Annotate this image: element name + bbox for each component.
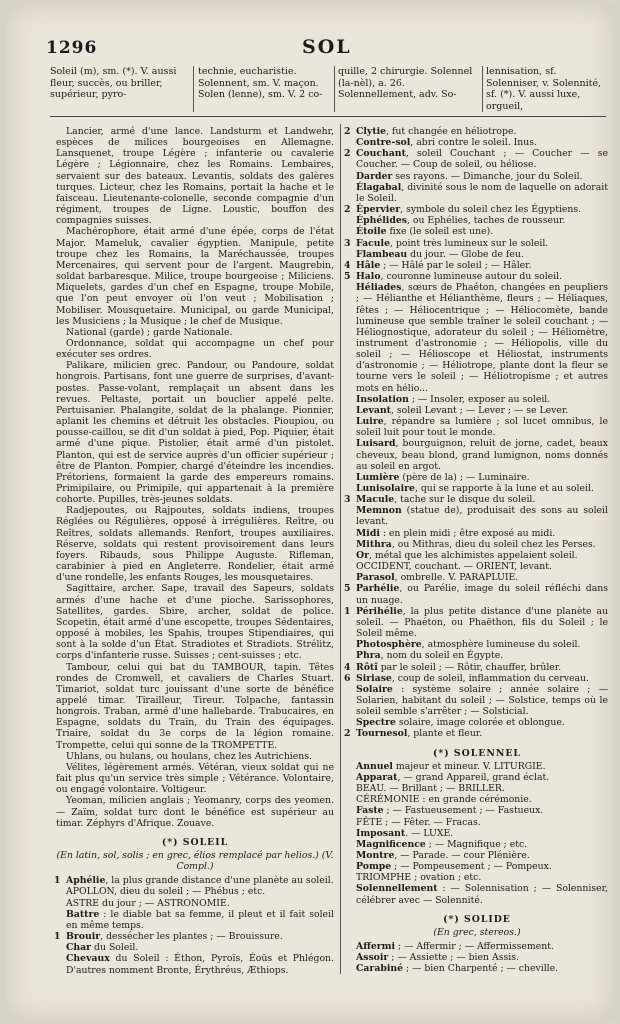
entry-keyword: Halo xyxy=(356,271,381,283)
entry-text: , ombrelle. V. PARAPLUIE. xyxy=(394,572,519,584)
dictionary-entry xyxy=(346,528,608,539)
entry-text: , dessécher les plantes ; — Brouissure. xyxy=(100,931,283,943)
entry-text: , ou Mithras, dieu du soleil chez les Perses. xyxy=(391,538,596,550)
entry-text: Ordonnance, soldat qui accompagne un chef pour exécuter ses ordres. xyxy=(56,337,334,361)
dictionary-entry xyxy=(346,215,608,226)
header-divider xyxy=(482,66,483,112)
dictionary-page xyxy=(6,4,614,1020)
dictionary-entry xyxy=(346,137,608,148)
entry-keyword: Solennellement xyxy=(356,883,438,895)
entry-keyword: Insolation xyxy=(356,393,409,405)
entry-text: , qui se rapporte à la lune et au soleil. xyxy=(414,483,594,494)
dictionary-entry xyxy=(56,327,334,338)
soleil-continued-entries xyxy=(346,126,608,740)
entry-text: majeur et mineur. V. LITURGIE. xyxy=(392,760,546,772)
entry-keyword: Memnon xyxy=(356,505,402,517)
entry-marker: 3 xyxy=(344,494,351,506)
entry-keyword: Mithra xyxy=(356,538,392,550)
entry-keyword: Magnificence xyxy=(356,838,426,850)
entry-text: ses rayons. — Dimanche, jour du Soleil. xyxy=(392,170,583,182)
dictionary-entry xyxy=(346,171,608,182)
entry-text: ; — Hâlé par le soleil ; — Hâler. xyxy=(380,259,532,271)
entry-keyword: Imposant xyxy=(356,827,406,839)
solide-title: (*) SOLIDE xyxy=(443,913,511,925)
entry-text: , fut changée en héliotrope. xyxy=(386,126,517,137)
entry-text: CÉRÉMONIE : en grande cérémonie. xyxy=(356,794,532,806)
entry-text: du Soleil. xyxy=(91,942,139,954)
header-col-1: Soleil (m), sm. (*). V. aussi fleur, succès, ou briller, supérieur, pyro- xyxy=(50,66,177,100)
solennel-title: (*) SOLENNEL xyxy=(433,747,521,759)
dictionary-entry xyxy=(346,472,608,483)
dictionary-entry xyxy=(346,416,608,438)
entry-marker: 2 xyxy=(344,204,351,216)
entry-keyword: Brouir xyxy=(66,931,101,943)
entry-marker: 5 xyxy=(344,271,351,283)
dictionary-entry xyxy=(346,817,608,828)
dictionary-entry xyxy=(346,839,608,850)
entry-keyword: Aphélie xyxy=(66,875,106,887)
right-column xyxy=(346,126,608,976)
entry-text: ; — Affermir ; — Affermissement. xyxy=(395,941,554,953)
header-col-2: technie, eucharistie. Solennent, sm. V. maçon. Solen (lenne), sm. V. 2 co- xyxy=(198,66,323,100)
dictionary-entry xyxy=(346,572,608,583)
dictionary-entry xyxy=(346,226,608,237)
entry-keyword: Carabiné xyxy=(356,963,404,975)
dictionary-entry xyxy=(56,126,334,226)
header-col-4: lennisation, sf. Solenniser, v. Solennité, sf. (*). V. aussi luxe, orgueil, xyxy=(486,66,602,112)
entry-text: Sagittaire, archer. Sape, travail des Sapeurs, soldats armés d'une hache et d'une pioche. Sarissophores, Satellites, gardes. Sbire, archer, soldat de police. Scopetin, était armé d'une escopette, troupes Sédentaires, opposé à mobiles, les Spahis, troupes Stipendiaires, qui sont à la solde d'un État. Stradiotes et Stradiots. Strélitz, corps d'infanterie russe. Suisses ; cent-suisses ; etc. xyxy=(56,583,334,662)
dictionary-entry xyxy=(56,583,334,661)
header-rule xyxy=(50,116,606,117)
entry-marker: 3 xyxy=(344,237,351,249)
entry-text: par le soleil ; — Rôtir, chauffer, brûler. xyxy=(377,661,562,673)
dictionary-entry xyxy=(56,875,334,886)
header-col-3: quille, 2 chirurgie. Solennel (la-nèl), a. 26. Solennellement, adv. So- xyxy=(338,66,473,100)
dictionary-entry xyxy=(346,952,608,963)
entry-keyword: Apparat xyxy=(356,771,398,783)
dictionary-entry xyxy=(346,963,608,974)
entry-text: , soleil Levant ; — Lever ; — se Lever. xyxy=(390,404,569,416)
entry-text: , nom du soleil en Égypte. xyxy=(380,650,504,662)
entry-keyword: Affermi xyxy=(356,941,396,953)
entry-text: TRIOMPHE ; ovation ; etc. xyxy=(356,872,482,884)
entry-text: , métal que les alchimistes appelaient soleil. xyxy=(369,549,578,561)
entry-keyword: Battre xyxy=(66,908,100,920)
dictionary-entry xyxy=(346,861,608,872)
entry-text: , tache sur le disque du soleil. xyxy=(394,494,536,506)
entry-keyword: Hâle xyxy=(356,259,381,271)
entry-keyword: Char xyxy=(66,942,92,954)
entry-text: , soleil Couchant ; — Coucher — se Coucher. — Coup de soleil, ou héliose. xyxy=(356,148,608,171)
entry-text: ASTRE du jour ; — ASTRONOMIE. xyxy=(66,897,230,909)
entry-text: , atmosphère lumineuse du soleil. xyxy=(421,639,581,651)
entry-text: National (garde) ; garde Nationale. xyxy=(66,326,233,338)
header-divider xyxy=(193,66,194,112)
entry-text: ; — Magnifique ; etc. xyxy=(425,838,528,850)
entry-text: Machérophore, était armé d'une épée, corps de l'état Major. Mameluk, cavalier égyptien. Manipule, petite troupe chez les Romains, la Maréchaussée, troupes Mercenaires, qui servent pour de l'argent. Maugrebin, soldat barbaresque. Milice, troupe bourgeoise ; Miliciens. Miquelets, gardes d'un chef en Espagne, troupe Mobile, que l'on peut envoyer où l'on veut ; Mobilisation ; Mobiliser. Mousquetaire. Municipal, ou garde Municipal, les Musiciens ; la Musique ; le chef de Musique. xyxy=(56,226,334,327)
dictionary-entry xyxy=(56,762,334,795)
dictionary-entry xyxy=(56,953,334,975)
entry-keyword: Épervier xyxy=(356,204,401,216)
entry-marker: 1 xyxy=(54,875,61,887)
dictionary-entry xyxy=(346,728,608,739)
entry-keyword: Siriase xyxy=(356,672,392,684)
running-head: SOL xyxy=(302,36,352,58)
dictionary-entry xyxy=(56,751,334,762)
dictionary-entry xyxy=(346,583,608,605)
entry-text: , coup de soleil, inflammation du cerveau. xyxy=(391,672,589,684)
dictionary-entry xyxy=(346,761,608,772)
solide-subtitle: (En grec, stereos.) xyxy=(433,926,521,938)
entry-text: Palikare, milicien grec. Pandour, ou Pandoure, soldat hongrois. Partisans, font une guerre de surprises, d'avant-postes. Passe-volant, remplaçait un absent dans les revues. Peltaste, portait un bouclier appelé pelte. Pertuisanier. Phalangite, soldat de la phalange. Pionnier, aplanit les chemins et détruit les obstacles. Pioupiou, ou pousse-caillou, se dit d'un soldat à pied, Pop. Piquier, était armé d'une pique. Pistolier, était armé d'un pistolet. Planton, qui est de service auprès d'un officier supérieur ; être de Planton. Pompier, chargé d'éteindre les incendies. Prétoriens, formaient la garde des empereurs romains. Primipilaire, ou Primipile, qui appartenait à la première cohorte. Pupilles, très-jeunes soldats. xyxy=(56,360,334,506)
dictionary-entry xyxy=(346,941,608,952)
entry-keyword: Lunisolaire xyxy=(356,483,415,494)
dictionary-entry xyxy=(346,783,608,794)
entry-text: , répandre sa lumière ; sol lucet omnibus, le soleil luit pour tout le monde. xyxy=(356,416,608,439)
entry-text: , la plus petite distance d'une planète au soleil. — Phaéton, ou Phaëthon, fils du Soleil ; le Soleil même. xyxy=(356,605,608,640)
entry-text: , point très lumineux sur le soleil. xyxy=(389,237,549,249)
dictionary-entry xyxy=(346,505,608,527)
military-paragraphs xyxy=(56,126,334,829)
entry-keyword: Rôtî xyxy=(356,661,378,673)
entry-keyword: Solaire xyxy=(356,683,393,695)
entry-text: , la plus grande distance d'une planète au soleil. xyxy=(105,875,334,887)
entry-marker: 6 xyxy=(344,672,351,684)
entry-keyword: Flambeau xyxy=(356,248,408,260)
dictionary-entry xyxy=(346,483,608,494)
entry-keyword: Annuel xyxy=(356,760,393,772)
entry-text: , — grand Appareil, grand éclat. xyxy=(397,771,550,783)
entry-text: (statue de), produisait des sons au soleil levant. xyxy=(356,505,608,528)
entry-keyword: Parhélie xyxy=(356,583,400,595)
dictionary-entry xyxy=(56,942,334,953)
entry-text: , ou Parélie, image du soleil réfléchi dans un nuage. xyxy=(356,583,608,606)
entry-text: Tambour, celui qui bat du TAMBOUR, tapin. Têtes rondes de Cromwell, et cavaliers de Charles Stuart. Timariot, soldat turc jouissant d'une sorte de bénéfice appelé timar. Tirailleur, Tireur. Tolpache, fantassin hongrois. Traban, armé d'une hallebarde. Trabucaires, en Espagne, soldats du Train, du Train des équipages. Triaire, soldat du 3e corps de la légion romaine. Trompette, celui qui sonne de la TROMPETTE. xyxy=(56,661,334,751)
soleil-title: (*) SOLEIL xyxy=(161,836,229,848)
entry-keyword: Photosphère xyxy=(356,639,422,651)
entry-text: Uhlans, ou hulans, ou houlans, chez les Autrichiens. xyxy=(66,750,312,762)
entry-text: solaire, image colorée et oblongue. xyxy=(395,717,565,729)
entry-text: APOLLON, dieu du soleil ; — Phébus ; etc. xyxy=(66,886,266,898)
entry-text: : le diable bat sa femme, il pleut et il fait soleil en même temps. xyxy=(66,908,334,931)
entry-keyword: Éphélides xyxy=(356,215,407,227)
entry-text: BEAU. — Brillant ; — BRILLER. xyxy=(356,783,505,795)
dictionary-entry xyxy=(346,772,608,783)
entry-text: fixe (le soleil est une). xyxy=(386,226,494,238)
dictionary-entry xyxy=(346,606,608,639)
dictionary-entry xyxy=(346,883,608,905)
entry-text: , abri contre le soleil. Inus. xyxy=(410,137,538,149)
entry-text: . — LUXE. xyxy=(405,827,454,839)
dictionary-entry xyxy=(346,805,608,816)
solide-entries xyxy=(346,941,608,974)
entry-keyword: Couchant xyxy=(356,148,406,160)
dictionary-entry xyxy=(346,717,608,728)
entry-text: , bourguignon, reluit de jorne, cadet, beaux cheveux, beau blond, grand lumignon, noms donnés au soleil en argot. xyxy=(356,438,608,472)
dictionary-entry xyxy=(56,505,334,583)
page-number: 1296 xyxy=(46,38,98,58)
entry-text: Vélites, légèrement armés. Vétéran, vieux soldat qui ne fait plus qu'un service très simple ; Vétérance. Volontaire, ou engagé volontaire. Voltigeur. xyxy=(56,761,334,796)
dictionary-entry xyxy=(346,684,608,717)
soleil-entries xyxy=(56,875,334,975)
entry-text: du Soleil : Éthon, Pyroïs, Éoüs et Phlégon. D'autres nomment Bronte, Érythréus, Æthiops. xyxy=(66,953,334,976)
entry-text: OCCIDENT, couchant. — ORIENT, levant. xyxy=(356,561,552,573)
entry-marker: 5 xyxy=(344,583,351,595)
entry-keyword: Périhélie xyxy=(356,605,403,617)
entry-text: ; — bien Charpenté ; — cheville. xyxy=(403,963,559,975)
dictionary-entry xyxy=(346,394,608,405)
dictionary-entry xyxy=(346,126,608,137)
entry-keyword: Assoir xyxy=(356,952,389,964)
dictionary-entry xyxy=(346,539,608,550)
entry-text: , divinité sous le nom de laquelle on adorait le Soleil. xyxy=(356,181,608,204)
entry-marker: 4 xyxy=(344,259,351,271)
dictionary-entry xyxy=(56,662,334,751)
dictionary-entry xyxy=(346,182,608,204)
entry-text: ; — Assiette ; — bien Assis. xyxy=(388,952,519,964)
entry-text: ; — Pompeusement ; — Pompeux. xyxy=(391,861,552,873)
entry-text: : — Solennisation ; — Solenniser, célébrer avec — Solennité. xyxy=(356,883,608,906)
dictionary-entry xyxy=(346,405,608,416)
entry-text: , — Parade. — cour Plénière. xyxy=(394,850,530,861)
dictionary-entry xyxy=(56,226,334,326)
entry-text: ; — Insoler, exposer au soleil. xyxy=(408,393,551,405)
header-divider xyxy=(334,66,335,112)
entry-keyword: Lumière xyxy=(356,471,400,483)
entry-keyword: Étoile xyxy=(356,226,387,238)
entry-keyword: Parasol xyxy=(356,572,395,584)
dictionary-entry xyxy=(346,850,608,861)
dictionary-entry xyxy=(346,561,608,572)
dictionary-entry xyxy=(346,650,608,661)
dictionary-entry xyxy=(56,338,334,360)
entry-keyword: Héliades xyxy=(356,282,402,294)
entry-keyword: Macule xyxy=(356,494,395,506)
dictionary-entry xyxy=(346,249,608,260)
dictionary-entry xyxy=(346,872,608,883)
entry-text: , symbole du soleil chez les Égyptiens. xyxy=(400,204,582,216)
dictionary-entry xyxy=(346,550,608,561)
entry-marker: 1 xyxy=(344,605,351,617)
entry-marker: 4 xyxy=(344,661,351,673)
entry-text: , couronne lumineuse autour du soleil. xyxy=(380,271,563,283)
entry-marker: 2 xyxy=(344,728,351,740)
dictionary-entry xyxy=(56,898,334,909)
column-divider xyxy=(340,124,341,974)
dictionary-entry xyxy=(346,494,608,505)
entry-text: : en plein midi ; être exposé au midi. xyxy=(379,527,556,539)
dictionary-entry xyxy=(56,795,334,828)
entry-keyword: Clytie xyxy=(356,126,387,137)
entry-keyword: Luire xyxy=(356,416,384,428)
entry-keyword: Élagabal xyxy=(356,181,402,193)
entry-text: (père de la) ; — Luminaire. xyxy=(399,471,530,483)
solennel-entries xyxy=(346,761,608,906)
dictionary-entry xyxy=(346,673,608,684)
entry-text: , ou Ephélies, taches de rousseur. xyxy=(406,215,566,227)
dictionary-entry xyxy=(56,886,334,897)
entry-keyword: Pompe xyxy=(356,861,392,873)
entry-text: Lancier, armé d'une lance. Landsturm et Landwehr, espèces de milices bourgeoises en Allemagne. Lansquenet, troupe Légère ; infanterie ou cavalerie Légère ; Légionnaire, chez les Romains. Lembaires, servaient sur des bateaux. Levantis, soldats des galères turques. Licteur, chez les Romains, portait la hache et le faisceau. Lieutenante-colonelle, seconde compagnie d'un régiment, troupes de Ligne. Loustic, bouffon des compagnies suisses. xyxy=(56,126,334,227)
entry-marker: 2 xyxy=(344,148,351,160)
entry-text: , plante et fleur. xyxy=(407,728,483,740)
entry-text: : système solaire ; année solaire ; — Solarien, habitant du soleil ; — Solstice, temps où le soleil semble s'arrêter ; — Solsticial. xyxy=(356,683,608,718)
dictionary-entry xyxy=(346,438,608,471)
entry-marker: 2 xyxy=(344,126,351,137)
entry-keyword: Tournesol xyxy=(356,728,408,740)
entry-keyword: Luisard xyxy=(356,438,396,450)
entry-keyword: Facule xyxy=(356,237,390,249)
dictionary-entry xyxy=(56,931,334,942)
entry-keyword: Chevaux xyxy=(66,953,110,965)
soleil-subtitle: (En latin, sol, solis ; en grec, élios remplacé par helios.) (V. Compl.) xyxy=(56,850,334,873)
entry-keyword: Contre-sol xyxy=(356,137,411,149)
entry-keyword: Phra xyxy=(356,650,381,662)
entry-text: du jour. — Globe de feu. xyxy=(407,248,524,260)
dictionary-entry xyxy=(56,909,334,931)
dictionary-entry xyxy=(346,794,608,805)
entry-text: Radjepoutes, ou Rajpoutes, soldats indiens, troupes Réglées ou Régulières, opposé à irrégulières. Reître, ou Reîtres, soldats allemands. Renfort, troupes auxiliaires. Réserve, soldats qui restent provisoirement dans leurs foyers. Ribauds, sous Philippe Auguste. Rifleman, carabinier à pied en Angleterre. Rondelier, était armé d'une rondelle, les enfants Rouges, les mousquetaires. xyxy=(56,505,334,584)
dictionary-entry xyxy=(346,271,608,282)
dictionary-entry xyxy=(346,828,608,839)
entry-text: ; — Fastueusement ; — Fastueux. xyxy=(383,805,544,817)
entry-text: FÊTE ; — Fêter. — Fracas. xyxy=(356,816,481,828)
entry-keyword: Levant xyxy=(356,404,391,416)
entry-text: , sœurs de Phaéton, changées en peupliers ; — Hélianthe et Hélianthème, fleurs ; — Héliaques, fêtes ; — Héliocentrique ; — Héliocomète, bande lumineuse que semble traîner le soleil couchant ; — Héliognostique, adorateur du soleil ; — Héliomètre, instrument d'astronomie ; — Héliopolis, ville du soleil ; — Hélioscope et Héliostat, instruments d'astronomie ; — Héliotrope, plante dont la fleur se tourne vers le soleil ; — Héliotropisme ; et autres mots en hélio... xyxy=(356,282,608,394)
entry-keyword: Montre xyxy=(356,850,395,861)
entry-keyword: Spectre xyxy=(356,717,396,729)
entry-marker: 1 xyxy=(54,931,61,943)
entry-text: Yeoman, milicien anglais ; Yeomanry, corps des yeomen. — Zaïm, soldat turc dont le bénéfice est supérieur au timar. Zéphyrs d'Afrique. Zouave. xyxy=(56,795,334,829)
left-column xyxy=(54,126,334,976)
entry-keyword: Darder xyxy=(356,170,393,182)
dictionary-entry xyxy=(346,639,608,650)
dictionary-entry xyxy=(346,282,608,394)
dictionary-entry xyxy=(56,360,334,505)
entry-keyword: Or xyxy=(356,549,369,561)
dictionary-entry xyxy=(346,238,608,249)
entry-keyword: Faste xyxy=(356,805,384,817)
dictionary-entry xyxy=(346,204,608,215)
dictionary-entry xyxy=(346,148,608,170)
entry-keyword: Midi xyxy=(356,527,380,539)
dictionary-entry xyxy=(346,260,608,271)
dictionary-entry xyxy=(346,662,608,673)
